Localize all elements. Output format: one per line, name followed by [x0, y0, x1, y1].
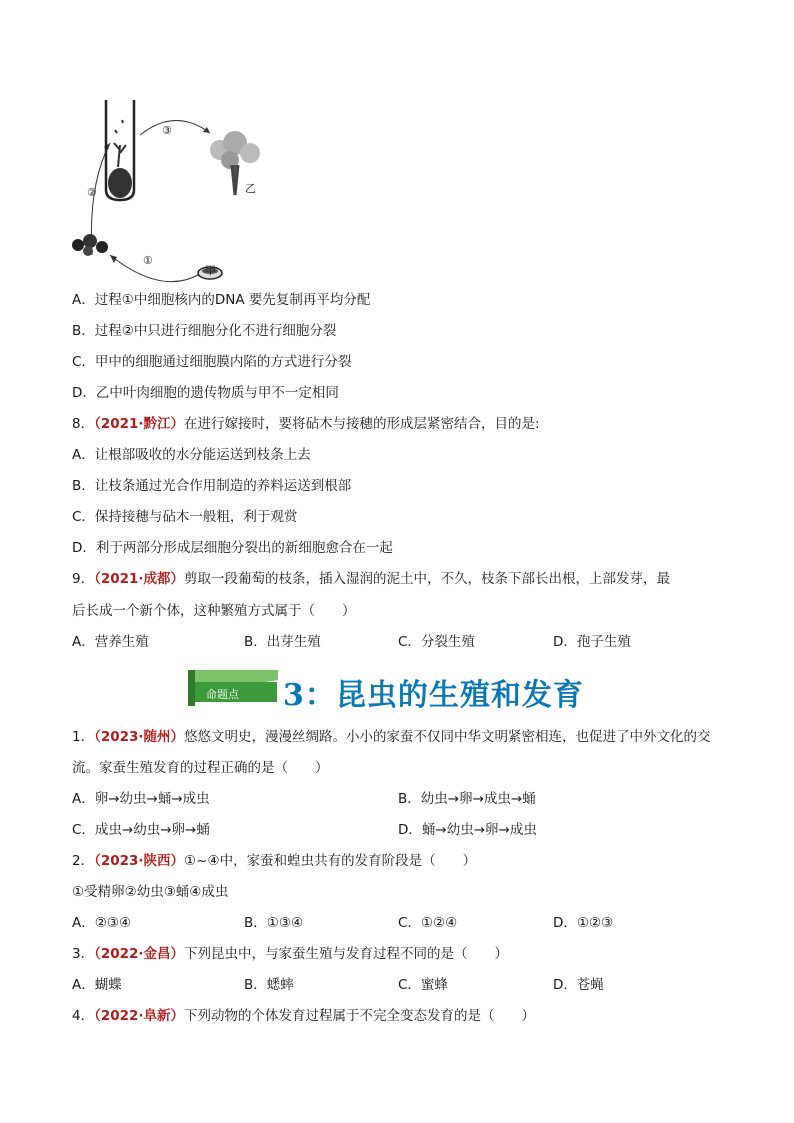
s3-text: 下列昆虫中，与家蚕生殖与发育过程不同的是（ ） [184, 946, 509, 962]
s1-stem-line1 [72, 727, 711, 747]
s3-source: （2022·金昌） [94, 946, 185, 962]
s4-source: （2022·阜新） [94, 1008, 185, 1024]
q9-text-1: 剪取一段葡萄的枝条，插入湿润的泥土中，不久，枝条下部长出根，上部发芽，最 [184, 571, 671, 587]
arrow-1-head [110, 255, 117, 263]
s1-text-1: 悠悠文明史，漫漫丝绸路。小小的家蚕不仅同中华文明紧密相连，也促进了中外文化的交 [184, 729, 711, 745]
diagram-label-jia: 甲 [205, 264, 216, 277]
arrow-3 [140, 120, 210, 135]
s4-text: 下列动物的个体发育过程属于不完全变态发育的是（ ） [184, 1008, 536, 1024]
s2-option-d: D．①②③ [553, 915, 614, 931]
s3-option-b: B．蟋蟀 [244, 977, 294, 993]
s1-option-b: B．幼虫→卵→成虫→蛹 [398, 791, 536, 807]
s2-source: （2023·陕西） [94, 853, 185, 869]
q7-option-b: B．过程②中只进行细胞分化不进行细胞分裂 [72, 323, 337, 339]
q9-option-a: A．营养生殖 [72, 634, 149, 650]
s1-source: （2023·随州） [94, 729, 185, 745]
q8-text: 在进行嫁接时，要将砧木与接穗的形成层紧密结合，目的是: [184, 416, 540, 432]
s4-number: 4． [72, 1008, 95, 1024]
q7-option-a: A．过程①中细胞核内的DNA 要先复制再平均分配 [72, 292, 371, 308]
q8-option-c: C．保持接穗与砧木一般粗，利于观赏 [72, 509, 298, 525]
s4-stem [72, 1006, 535, 1026]
q7-option-c: C．甲中的细胞通过细胞膜内陷的方式进行分裂 [72, 354, 352, 370]
q8-option-b: B．让枝条通过光合作用制造的养料运送到根部 [72, 478, 352, 494]
plantlet [114, 120, 126, 167]
q8-option-d: D．利于两部分形成层细胞分裂出的新细胞愈合在一起 [72, 540, 393, 556]
s3-number: 3． [72, 946, 95, 962]
q9-source: （2021·成都） [94, 571, 185, 587]
diagram-label-1: ① [143, 254, 153, 267]
section-title: 3：昆虫的生殖和发育 [283, 678, 584, 713]
s2-option-a: A．②③④ [72, 915, 132, 931]
cell-clump [72, 234, 108, 256]
s1-option-c: C．成虫→幼虫→卵→蛹 [72, 822, 210, 838]
q8-source: （2021·黔江） [94, 416, 185, 432]
s2-option-b: B．①③④ [244, 915, 304, 931]
s3-option-c: C．蜜蜂 [398, 977, 448, 993]
arrow-3-head [203, 127, 210, 133]
q9-option-c: C．分裂生殖 [398, 634, 475, 650]
q9-number: 9． [72, 571, 95, 587]
s2-text: ①~④中，家蚕和蝗虫共有的发育阶段是（ ） [184, 853, 477, 869]
s1-stem-line2: 流。家蚕生殖发育的过程正确的是（ ） [72, 760, 329, 776]
q7-option-d: D．乙中叶肉细胞的遗传物质与甲不一定相同 [72, 385, 339, 401]
q9-option-d: D．孢子生殖 [553, 634, 631, 650]
q8-option-a: A．让根部吸收的水分能运送到枝条上去 [72, 447, 311, 463]
s1-number: 1． [72, 729, 95, 745]
q8-number: 8． [72, 416, 95, 432]
section-flag-label: 命题点 [206, 688, 239, 701]
s2-number: 2． [72, 853, 95, 869]
s2-stages: ①受精卵②幼虫③蛹④成虫 [72, 884, 229, 900]
s2-stem [72, 851, 476, 871]
s1-option-d: D．蛹→幼虫→卵→成虫 [398, 822, 537, 838]
diagram-label-3: ③ [162, 124, 172, 137]
s2-option-c: C．①②④ [398, 915, 458, 931]
diagram-label-yi: 乙 [245, 182, 256, 195]
s1-option-a: A．卵→幼虫→蛹→成虫 [72, 791, 210, 807]
q8-stem [72, 414, 540, 434]
q9-stem-line1 [72, 569, 670, 589]
arrow-1 [110, 255, 198, 282]
diagram-label-2: ② [87, 186, 97, 199]
s3-option-a: A．蝴蝶 [72, 977, 122, 993]
s3-option-d: D．苍蝇 [553, 977, 604, 993]
q9-stem-line2: 后长成一个新个体，这种繁殖方式属于（ ） [72, 603, 356, 619]
s3-stem [72, 944, 508, 964]
culture-medium [108, 168, 132, 198]
q9-option-b: B．出芽生殖 [244, 634, 321, 650]
